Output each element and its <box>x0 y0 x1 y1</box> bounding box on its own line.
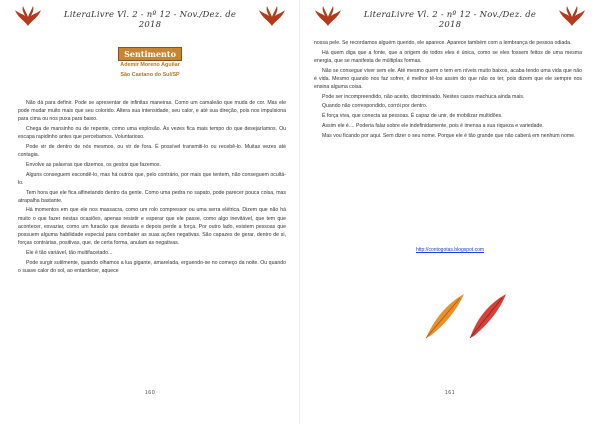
article-title: Sentimento <box>118 47 182 61</box>
paragraph: Não se consegue viver sem ele. Até mesmo quem o tem em níveis muito baixos, acaba tendo uma vida que não é vida. Mesmo quando nos faz sofrer, é melhor tê-los assim do que não os ter, pois dizem que ele sempre nos ensina alguma coisa. <box>314 67 582 90</box>
right-page-header <box>314 6 586 28</box>
paragraph: nossa pele. Se recordamos alguém querido, ele aparece. Aparece também com a lembrança de pessoa odiada. <box>314 40 572 46</box>
paragraph: Pode ser incompreendido, não aceito, discriminado. Nestes casos machuca ainda mais. <box>322 93 525 100</box>
article-author: Ademir Moreno Aguilar <box>120 62 180 68</box>
phoenix-bird-icon <box>314 6 342 28</box>
paragraph: Chega de mansinho ou de repente, como uma explosão. Às vezes fica mais tempo do que desejaríamos. Ou escapa rapidinho antes que percebamos. Voluntarioso. <box>18 126 286 141</box>
left-text-column <box>18 99 286 276</box>
phoenix-bird-icon <box>258 6 286 28</box>
page-number: 161 <box>444 390 456 396</box>
right-page <box>300 0 600 424</box>
paragraph: Pode surgir sutilmente, quando olhamos a lua gigante, amarelada, erguendo-se no começo da noite. Ou quando o suave calor do sol, ao entardecer, aquece <box>18 259 286 274</box>
header-title: LiteraLivre Vl. 2 - nº 12 - Nov./Dez. de 2018 <box>63 10 237 30</box>
phoenix-bird-icon <box>14 6 42 28</box>
paragraph: Há quem diga que a fonte, que a origem de todos eles é única, como se eles fossem feitos de uma mesma energia, que se manifesta de múltiplas formas. <box>314 49 582 64</box>
paragraph: Não dá para definir. Pode se apresentar de infinitas maneiras. Como um camaleão que muda de cor. Mas ele pode mudar muito mais que seu colorido. Altera sua intensidade, seu calor, e até sua direção, pois nos impulsiona para cima ou nos puxa para baixo. <box>18 100 286 123</box>
article-title-block <box>0 44 300 62</box>
paragraph: Tem hora que ele fica alfinetando dentro da gente. Como uma pedra no sapato, pode parecer pouca coisa, mas atrapalha bastante. <box>18 189 286 204</box>
paragraph: Mas vou ficando por aqui. Sem dizer o seu nome. Porque ele é tão grande que não caberá em nenhum nome. <box>322 132 576 139</box>
page-number: 160 <box>144 390 156 396</box>
paragraph: Ele é tão variável, tão multifacetado... <box>26 249 113 256</box>
phoenix-bird-icon <box>558 6 586 28</box>
paragraph: Pode vir de dentro de nós mesmos, ou vir de fora. É possível transmiti-lo ou recebê-lo. Muitas vezes até contagia. <box>18 143 286 159</box>
paragraph: Quando não correspondido, corrói por dentro. <box>322 103 428 110</box>
paragraph: É força viva, que conecta as pessoas. É capaz de unir, de mobilizar multidões. <box>322 113 503 120</box>
header-title: LiteraLivre Vl. 2 - nº 12 - Nov./Dez. de 2018 <box>363 10 537 30</box>
right-text-column <box>314 39 582 141</box>
feathers-icon <box>420 290 510 340</box>
blog-link[interactable]: http://contogotas.blogspot.com <box>415 247 485 253</box>
paragraph: Envolve as palavras que dizemos, os gestos que fazemos. <box>26 161 161 168</box>
paragraph: Há momentos em que ele nos massacra, como um rolo compressor ou uma serra elétrica. Dizem que não há muito o que fazer nestas ocasiões, apenas resistir e esperar que ele passe, como algo inevitável, que tem que acontecer, esvaziar, como um furacão que devasta e depois perde a força. Por outro lado, existem pessoas que possuem alguma habilidade especial para combater as suas ações negativas. São capazes de gerar, dentro de si, forças contrárias, positivas, que, de certa forma, anulam as negativas. <box>18 207 286 247</box>
paragraph: Alguns conseguem escondê-lo, mas há outros que, pelo contrário, por mais que tentem, não conseguem ocultá-lo. <box>18 171 286 186</box>
paragraph: Assim ele é.... Poderia falar sobre ele indefinidamente, pois é imensa a sua riqueza e variedade. <box>322 122 544 129</box>
left-page-header <box>14 6 286 28</box>
article-place: São Caetano do Sul/SP <box>120 72 180 78</box>
